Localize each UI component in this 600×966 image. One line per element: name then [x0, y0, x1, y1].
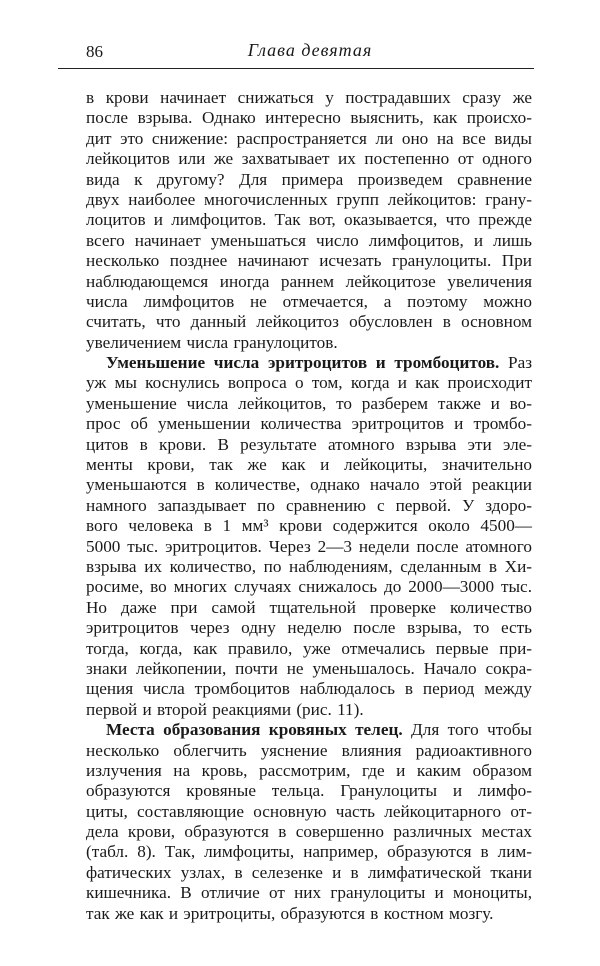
- page-number: 86: [86, 42, 103, 61]
- text-line: лоцитов и лимфоцитов. Так вот, оказывается, что прежде: [86, 210, 532, 230]
- text-line: уменьшаются в количестве, однако начало этой реакции: [86, 475, 532, 495]
- text-line: [86, 720, 532, 740]
- text-line: дела крови, образуются в совершенно различных местах: [86, 822, 532, 842]
- text-line: росиме, во многих случаях снижалось до 2000—3000 тыс.: [86, 577, 532, 597]
- paragraph: [86, 720, 532, 924]
- text-line: циты, составляющие основную часть лейкоцитарного от-: [86, 801, 532, 821]
- section-heading: Уменьшение числа эритроцитов и тромбоцитов.: [106, 353, 500, 373]
- text-line: вого человека в 1 мм³ крови содержится около 4500—: [86, 516, 532, 536]
- text-line: двух наиболее многочисленных групп лейкоцитов: грану-: [86, 189, 532, 209]
- section-heading: Места образования кровяных телец.: [106, 720, 403, 740]
- text-line: в крови начинает снижаться у пострадавших сразу же: [86, 88, 532, 107]
- text-line: (табл. 8). Так, лимфоциты, например, образуются в лим-: [86, 842, 532, 862]
- text-line: уменьшение числа лейкоцитов, то разберем также и во-: [86, 393, 532, 413]
- text-line: так же как и эритроциты, образуются в костном мозгу.: [86, 903, 494, 923]
- text-line: лейкоцитов или же захватывает их постепенно от одного: [86, 149, 532, 169]
- text-line: щения числа тромбоцитов наблюдалось в период между: [86, 679, 532, 699]
- text-line: [86, 353, 532, 373]
- text-line: наблюдающемся иногда раннем лейкоцитозе увеличения: [86, 271, 532, 291]
- paragraph: [86, 88, 532, 353]
- text-line: числа лимфоцитов не отмечается, а поэтому можно: [86, 291, 532, 311]
- header-rule: [58, 68, 534, 69]
- text-line: менты крови, так же как и лейкоциты, значительно: [86, 455, 532, 475]
- text-line: уж мы коснулись вопроса о том, когда и как происходит: [86, 373, 532, 393]
- text-line: образуются кровяные тельца. Гранулоциты и лимфо-: [86, 781, 532, 801]
- text-line: кишечника. В отличие от них гранулоциты и моноциты,: [86, 883, 532, 903]
- text-line: считать, что данный лейкоцитоз обусловлен в основном: [86, 312, 532, 332]
- text-line: после взрыва. Однако интересно выяснить, как происхо-: [86, 108, 532, 128]
- text-line: излучения на кровь, рассмотрим, где и каким образом: [86, 760, 532, 780]
- text-line: цитов в крови. В результате атомного взрыва эти эле-: [86, 434, 532, 454]
- paragraph: [86, 353, 532, 720]
- text-line: несколько облегчить уяснение влияния радиоактивного: [86, 740, 532, 760]
- text-line: увеличением числа гранулоцитов.: [86, 332, 338, 352]
- text-line: прос об уменьшении количества эритроцитов и тромбо-: [86, 414, 532, 434]
- text-line: намного запаздывает по сравнению с первой. У здоро-: [86, 495, 532, 515]
- text-line: тогда, когда, как правило, уже отмечались первые при-: [86, 638, 532, 658]
- page-body: [86, 88, 532, 924]
- text-line: всего начинает уменьшаться число лимфоцитов, и лишь: [86, 230, 532, 250]
- text-line: вида к другому? Для примера произведем сравнение: [86, 169, 532, 189]
- text-line: знаки лейкопении, почти не уменьшалось. Начало сокра-: [86, 658, 532, 678]
- text-line: первой и второй реакциями (рис. 11).: [86, 699, 364, 719]
- text-line: несколько позднее начинают исчезать гранулоциты. При: [86, 251, 532, 271]
- text-line: эритроцитов через одну неделю после взрыва, то есть: [86, 618, 532, 638]
- text-line: взрыва их количество, по наблюдениям, сделанным в Хи-: [86, 556, 532, 576]
- text-run: Для того чтобы: [402, 720, 532, 740]
- text-run: Раз: [499, 353, 532, 373]
- text-line: Но даже при самой тщательной проверке количество: [86, 597, 532, 617]
- text-line: 5000 тыс. эритроцитов. Через 2—3 недели после атомного: [86, 536, 532, 556]
- running-head: Глава девятая: [247, 40, 373, 60]
- text-line: фатических узлах, в селезенке и в лимфатической ткани: [86, 862, 532, 882]
- text-line: дит это снижение: распространяется ли оно на все виды: [86, 128, 532, 148]
